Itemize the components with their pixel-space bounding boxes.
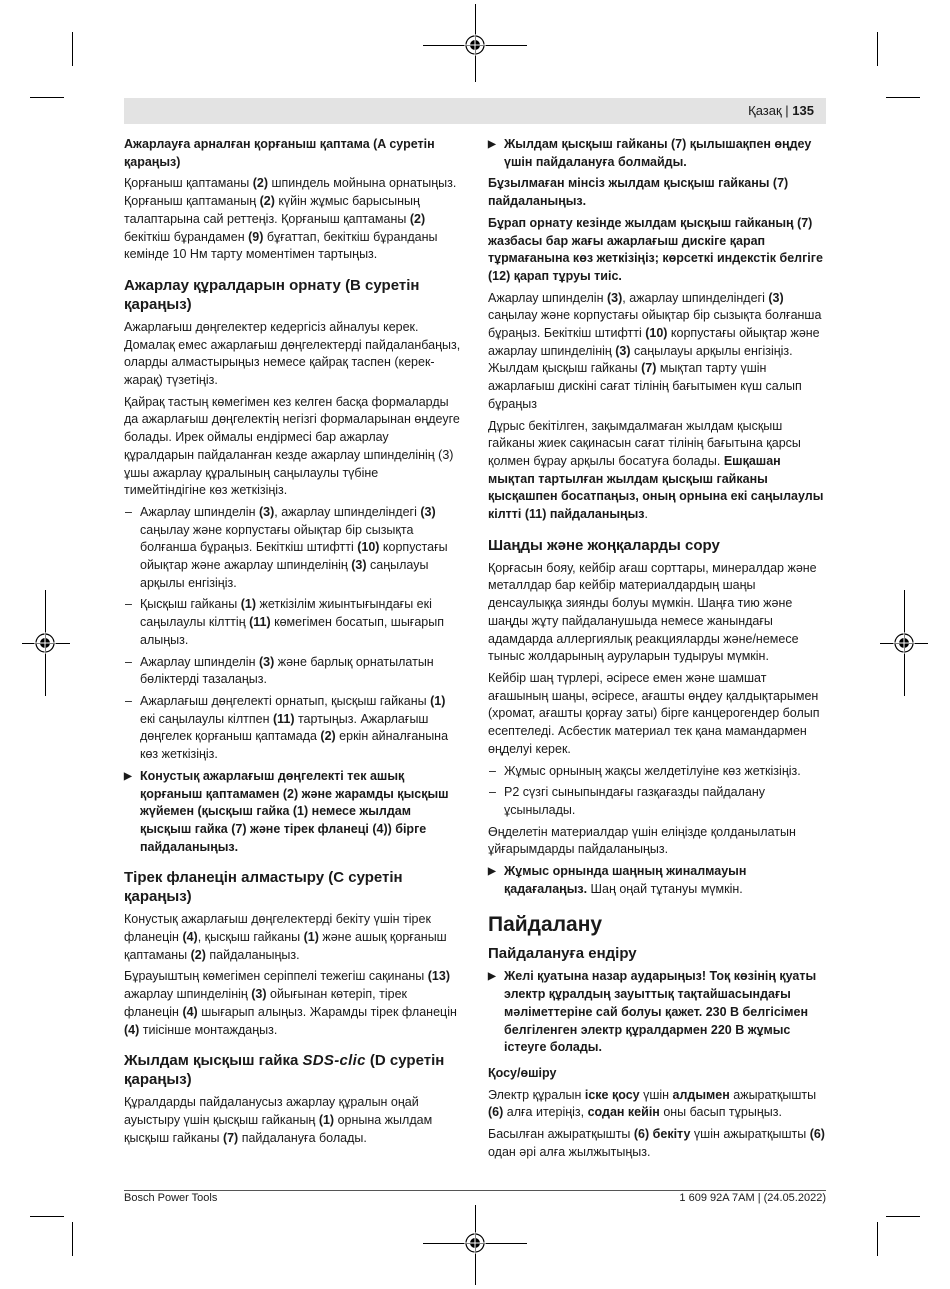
crop-mark xyxy=(877,1222,878,1256)
heading-dust-extraction: Шаңды және жоңқаларды сору xyxy=(488,536,720,554)
warning-cutting-disc: ▶ Жылдам қысқыш гайканы (7) қылышақпен өңдеу үшін пайдалануға болмайды. xyxy=(488,136,826,171)
registration-mark-icon xyxy=(34,632,56,654)
list-item: – P2 сүзгі сыныпындағы газқағазды пайдалану ұсынылады. xyxy=(488,784,826,819)
bold-note-undamaged-nut: Бұзылмаған мінсіз жылдам қысқыш гайканы (7) пайдаланыңыз. xyxy=(488,176,789,209)
page-number: 135 xyxy=(792,103,814,118)
crop-mark xyxy=(30,1216,64,1217)
paragraph-carcinogens: Кейбір шаң түрлері, әсіресе емен және шамшат ағашының шаңы, әсіресе, ағашты өңдеу қалдықтарымен (хромат, ағашты қорғау заты) бірге канцерогендер болып есептеледі. Асбестик материал тек қана мамандармен өңделуі керек. xyxy=(488,670,820,756)
paragraph-switch-on: Электр құралын іске қосу үшін алдымен ажыратқышты (6) алға итеріңіз, содан кейін оны басып тұрыңыз. xyxy=(488,1087,817,1120)
heading-starting-operation: Пайдалануға ендіру xyxy=(488,945,637,963)
list-item: – Ажарлағыш дөңгелекті орнатып, қысқыш гайканы (1) екі саңылаулы кілтпен (11) тартыңыз. Ажарлағыш дөңгелек қорғаныш қаптамада (2) еркін айналғанына көз жеткізіңіз. xyxy=(124,693,462,764)
header-language: Қазақ xyxy=(748,103,782,118)
paragraph-guard-install: Қорғаныш қаптаманы (2) шпиндель мойнына орнатыңыз. Қорғаныш қаптаманың (2) күйін жұмыс барысының талаптарына сай реттеңіз. Қорғаныш қаптаманы (2) бекіткіш бұрандамен (9) бұғаттап, бекіткіш бұранданы кемінде 10 Нм тарту моментімен тартыңыз. xyxy=(124,176,457,262)
paragraph-regulations: Өңделетін материалдар үшін еліңізде қолданылатын ұйғарымдарды пайдаланыңыз. xyxy=(488,824,796,857)
paragraph-switch-lock: Басылған ажыратқышты (6) бекіту үшін ажыратқышты (6) одан әрі алға жылжытыңыз. xyxy=(488,1127,825,1159)
subheading-switch-on-off: Қосу/өшіру xyxy=(488,1065,557,1080)
list-item: – Ажарлау шпинделін (3) және барлық орнатылатын бөліктерді тазалаңыз. xyxy=(124,654,462,689)
crop-mark xyxy=(30,97,64,98)
registration-mark-icon xyxy=(464,34,486,56)
footer-rule xyxy=(124,1190,826,1191)
paragraph-tighten-quick-nut: Ажарлау шпинделін (3), ажарлау шпинделіндегі (3) саңылау және корпустағы ойықтар бір сызықта болғанша бұраңыз. Бекіткіш штифтті (10) корпустағы ойықтар және ажарлау шпинделінің (3) саңылауы арқылы енгізіңіз. Жылдам қысқыш гайканы (7) мықтап тарту үшін ажарлағыш дискіні сағат тілінің бағытымен күш салып бұраңыз xyxy=(488,290,822,411)
bold-note-label-side: Бұрап орнату кезінде жылдам қысқыш гайканың (7) жазбасы бар жағы ажарлағыш дискіге қарап тұрмағанына көз жеткізіңіз; көрсеткі индекстік белгіге (12) қарап тұруы тиіс. xyxy=(488,215,823,283)
page-header xyxy=(124,98,826,124)
list-item: – Жұмыс орнының жақсы желдетілуіне көз жеткізіңіз. xyxy=(488,763,826,781)
paragraph-flange-use: Конустық ажарлағыш дөңгелектерді бекіту үшін тірек фланецін (4), қысқыш гайканы (1) және ашық қорғаныш қаптаманы (2) пайдаланыңыз. xyxy=(124,912,447,962)
list-item: – Қысқыш гайканы (1) жеткізілім жиынтығындағы екі саңылаулы кілттің (11) көмегімен босатып, шығарып алыңыз. xyxy=(124,596,462,649)
warning-voltage: ▶ Желі қуатына назар аударыңыз! Тоқ көзінің қуаты электр құралдың зауыттық тақтайшасындағы мәліметтеріне сай болуы қажет. 230 В белгісімен белгіленген электр құралдармен 220 В жұмыс істеуге болады. xyxy=(488,968,826,1057)
sds-clic-logo: SDS-clic xyxy=(302,1052,366,1070)
paragraph-dressing-stone: Қайрақ тастың көмегімен кез келген басқа формаларды да ажарлағыш дөңгелектің негізгі формаларынан өңдеуге болады. Ирек оймалы ендірмесі бар ажарлау құралдарын пайдаланған кезде ажарлау шпинделінің (3) ұшы ажарлау құралының саңылаулы түбіне тимейтіндігіне көз жеткізіңіз. xyxy=(124,394,460,498)
crop-mark xyxy=(886,97,920,98)
crop-mark xyxy=(877,32,878,66)
footer-doc-number: 1 609 92A 7AM | (24.05.2022) xyxy=(679,1192,826,1204)
heading-mounting-tools: Ажарлау құралдарын орнату (B суретін қараңыз) xyxy=(124,276,420,313)
warning-dust-accumulation: ▶ Жұмыс орнында шаңның жиналмауын қадағалаңыз. Шаң оңай тұтануы мүмкін. xyxy=(488,863,826,898)
list-item: – Ажарлау шпинделін (3), ажарлау шпинделіндегі (3) саңылау және корпустағы ойықтар бір сызықта болғанша бұраңыз. Бекіткіш штифтті (10) корпустағы ойықтар және ажарлау шпинделінің (3) саңылауы арқылы енгізіңіз. xyxy=(124,504,462,593)
heading-quick-clamping-nut: Жылдам қысқыш гайка SDS-clic (D суретін қараңыз) xyxy=(124,1052,445,1089)
registration-mark-icon xyxy=(464,1232,486,1254)
warning-cone-wheel: ▶ Конустық ажарлағыш дөңгелекті тек ашық қорғаныш қаптамамен (2) және жарамды қысқыш жүйемен (қысқыш гайка (1) немесе жылдам қысқыш гайка (7) және тірек фланеці (4)) бірге пайдаланыңыз. xyxy=(124,768,462,857)
crop-mark xyxy=(72,1222,73,1256)
paragraph-dust-hazard: Қорғасын бояу, кейбір ағаш сорттары, минералдар және металлдар бар кейбір материалдардың шаңы денсаулыққа зиянды болуы мүмкін. Шаңға тию және шаңды жұту пайдаланушыда немесе жанындағы адамдарда аллергиялық реакцияларды және/немесе тыныс жолдарының ауруларын тудыруы мүмкін. xyxy=(488,560,817,664)
heading-backing-flange: Тірек фланецін алмастыру (C суретін қараңыз) xyxy=(124,869,403,906)
section-title-protective-guard: Ажарлауға арналған қорғаныш қаптама (A суретін қараңыз) xyxy=(124,137,435,169)
header-label: Қазақ | 135 xyxy=(748,103,814,118)
crop-mark xyxy=(72,32,73,66)
paragraph-quick-nut-use: Құралдарды пайдаланусыз ажарлау құралын оңай ауыстыру үшін қысқыш гайканың (1) орнына жылдам қысқыш гайканы (7) пайдалануға болады. xyxy=(124,1095,433,1145)
footer-brand: Bosch Power Tools xyxy=(124,1192,218,1204)
right-column xyxy=(488,136,826,1165)
registration-mark-icon xyxy=(893,632,915,654)
paragraph-flange-replace: Бұрауыштың көмегімен серіппелі тежегіш сақинаны (13) ажарлау шпинделінің (3) ойығынан көтеріп, тірек фланецін (4) шығарып алыңыз. Жарамды тірек фланецін (4) тиісінше монтаждаңыз. xyxy=(124,969,457,1037)
crop-mark xyxy=(886,1216,920,1217)
heading-operation: Пайдалану xyxy=(488,913,603,937)
paragraph-loosen-quick-nut: Дұрыс бекітілген, зақымдалмаған жылдам қысқыш гайканы жиек сақинасын сағат тілінің бағытына қарсы қолмен бұрау арқылы босатуға болады. Ешқашан мықтап тартылған жылдам қысқыш гайканы қысқашпен босатпаңыз, оның орнына екі саңылаулы кілтті (11) пайдаланыңыз. xyxy=(488,418,824,522)
left-column xyxy=(124,136,462,1151)
paragraph-wheels-run-free: Ажарлағыш дөңгелектер кедергісіз айналуы керек. Домалақ емес ажарлағыш дөңгелектерді пайдаланбаңыз, оларды алмастырыңыз немесе қайрақ таспен (керек-жарақ) түзетіңіз. xyxy=(124,319,461,388)
